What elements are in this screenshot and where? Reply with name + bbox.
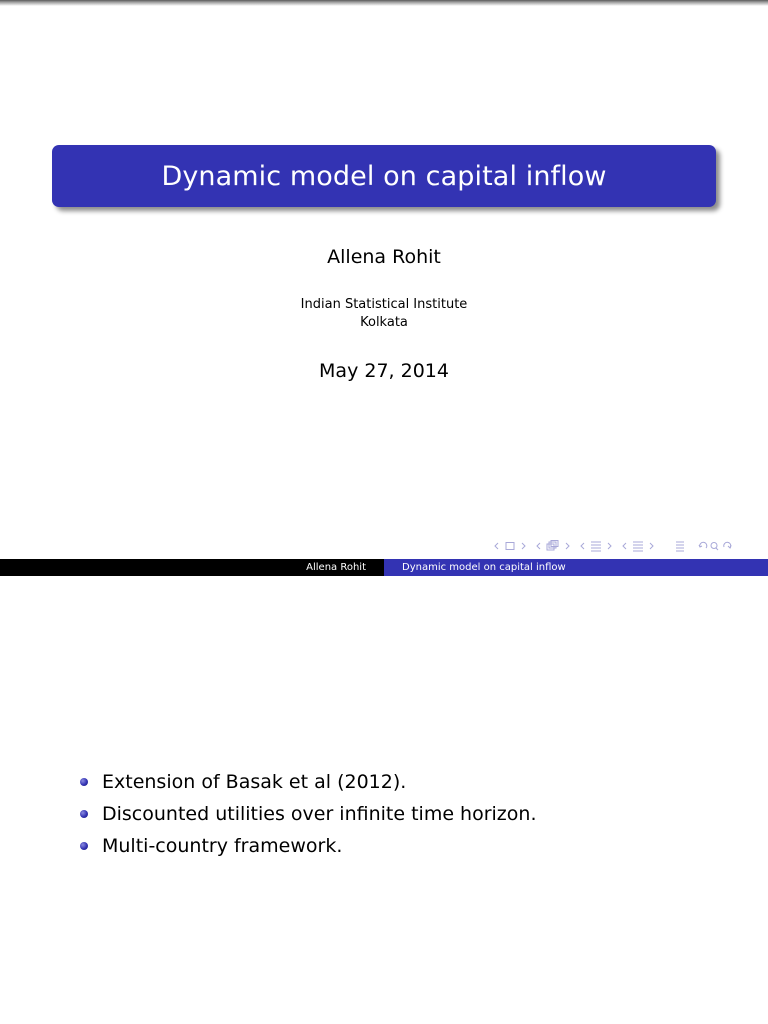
institute-city: Kolkata xyxy=(360,315,408,330)
bullet-icon xyxy=(80,778,88,786)
list-item xyxy=(80,766,537,798)
list-item xyxy=(80,830,537,862)
beamer-navigation-bar xyxy=(492,539,740,553)
slide-footer xyxy=(0,559,768,576)
nav-appendix-icon[interactable] xyxy=(662,539,696,553)
nav-section-icon[interactable] xyxy=(620,539,662,553)
title-slide xyxy=(0,6,768,576)
footer-author-text: Allena Rohit xyxy=(306,562,366,573)
footer-title-text: Dynamic model on capital inflow xyxy=(402,562,566,573)
author-name: Allena Rohit xyxy=(327,246,441,268)
bullet-list xyxy=(80,766,537,862)
nav-subsection-icon[interactable] xyxy=(534,539,578,553)
nav-frame-icon[interactable] xyxy=(492,539,534,553)
content-slide xyxy=(0,576,768,1024)
bullet-text: Extension of Basak et al (2012). xyxy=(102,771,407,793)
title-box xyxy=(52,145,716,207)
nav-search-icon[interactable] xyxy=(696,539,740,553)
bullet-text: Discounted utilities over infinite time horizon. xyxy=(102,803,537,825)
bullet-text: Multi-country framework. xyxy=(102,835,343,857)
nav-section-icon[interactable] xyxy=(578,539,620,553)
slide-title: Dynamic model on capital inflow xyxy=(161,160,607,192)
bullet-icon xyxy=(80,810,88,818)
list-item xyxy=(80,798,537,830)
footer-title xyxy=(384,559,768,576)
bullet-icon xyxy=(80,842,88,850)
presentation-date: May 27, 2014 xyxy=(319,360,449,382)
institute-name: Indian Statistical Institute xyxy=(300,297,468,312)
footer-author xyxy=(0,559,384,576)
